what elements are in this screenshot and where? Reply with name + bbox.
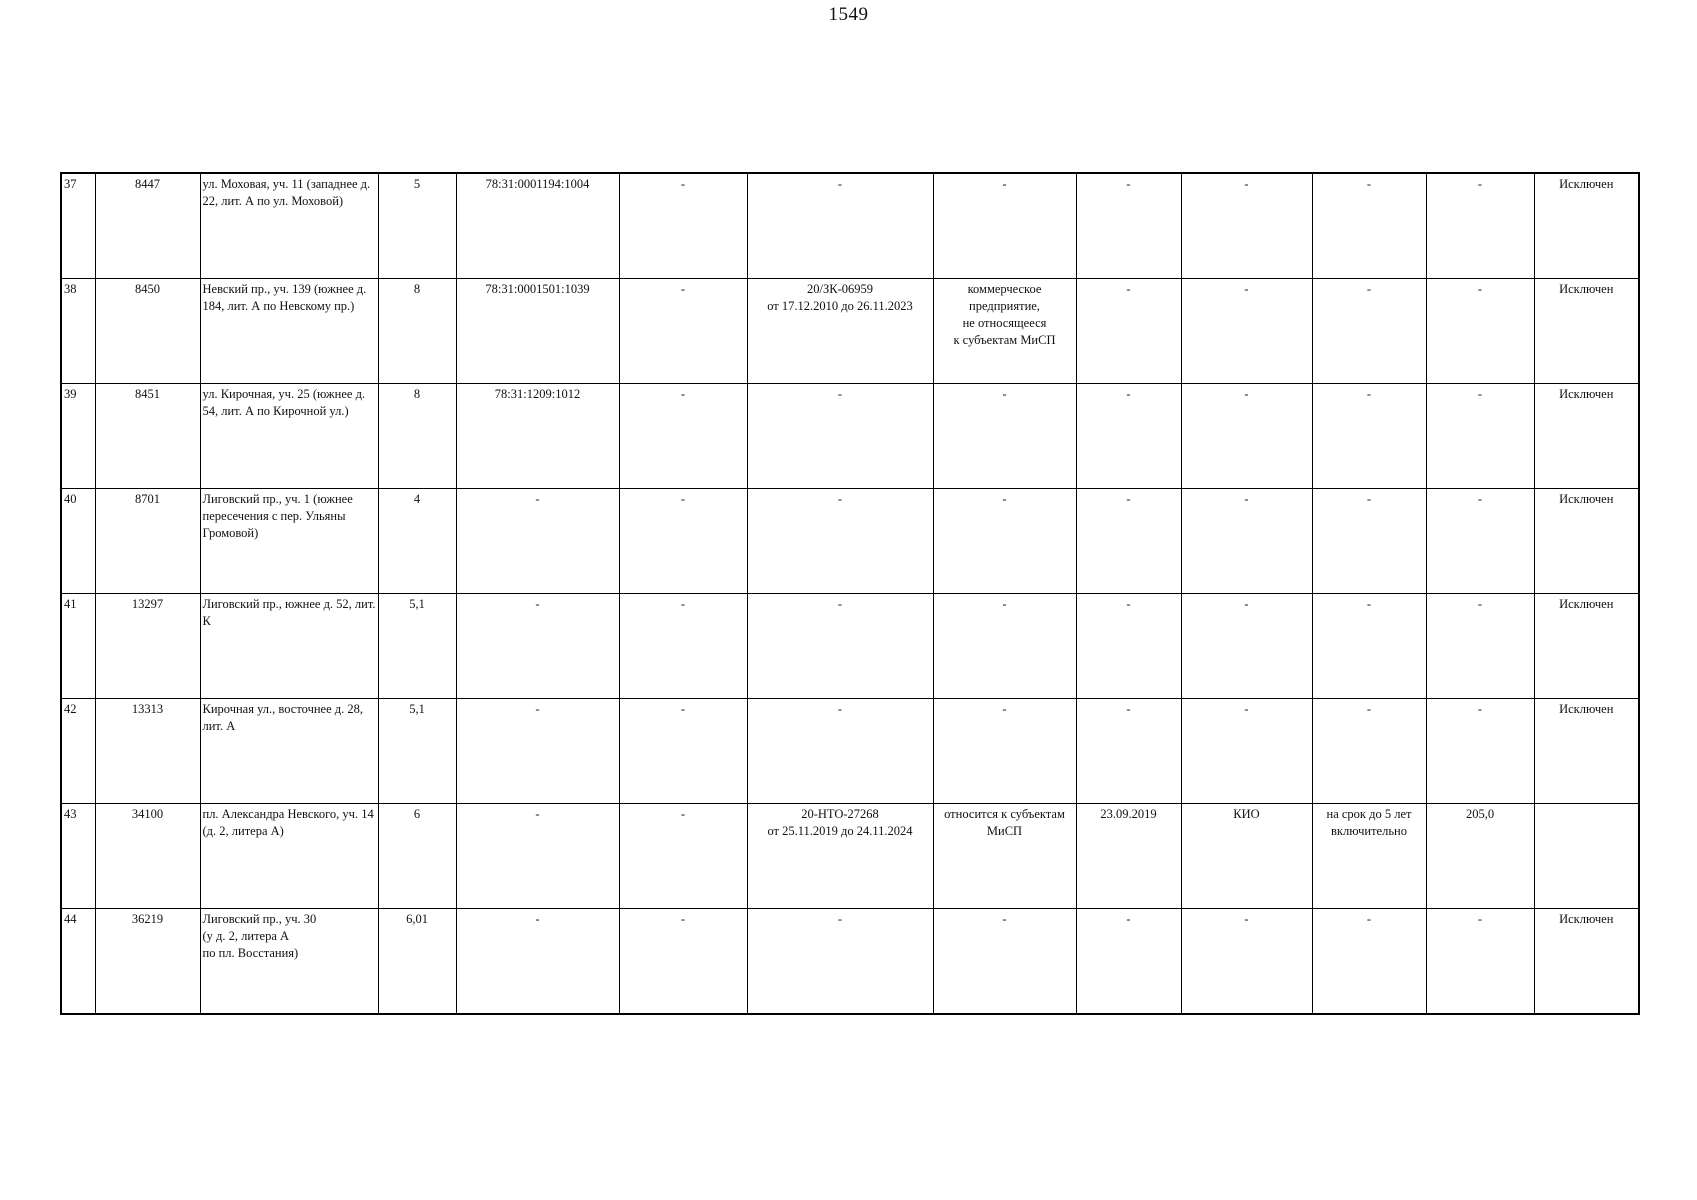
area-cell: 5 <box>378 173 456 279</box>
area-cell: 6,01 <box>378 909 456 1015</box>
row-number-cell: 37 <box>61 173 95 279</box>
address-cell: Лиговский пр., южнее д. 52, лит. К <box>200 594 378 699</box>
column-6-cell: - <box>619 699 747 804</box>
column-6-cell: - <box>619 594 747 699</box>
amount-cell: - <box>1426 909 1534 1015</box>
note-cell: Исключен <box>1534 489 1639 594</box>
cadastral-number-cell: 78:31:0001501:1039 <box>456 279 619 384</box>
date-cell: - <box>1076 489 1181 594</box>
term-cell: на срок до 5 лет включительно <box>1312 804 1426 909</box>
table-row <box>61 594 1639 699</box>
object-code-cell: 8450 <box>95 279 200 384</box>
tenant-status-cell: - <box>933 489 1076 594</box>
date-cell: - <box>1076 384 1181 489</box>
organ-cell: - <box>1181 384 1312 489</box>
tenant-status-cell: относится к субъектам МиСП <box>933 804 1076 909</box>
contract-cell: - <box>747 699 933 804</box>
term-cell: - <box>1312 909 1426 1015</box>
amount-cell: 205,0 <box>1426 804 1534 909</box>
cadastral-number-cell: - <box>456 699 619 804</box>
object-code-cell: 8701 <box>95 489 200 594</box>
date-cell: 23.09.2019 <box>1076 804 1181 909</box>
amount-cell: - <box>1426 279 1534 384</box>
date-cell: - <box>1076 594 1181 699</box>
contract-cell: 20-НТО-27268 от 25.11.2019 до 24.11.2024 <box>747 804 933 909</box>
tenant-status-cell: - <box>933 909 1076 1015</box>
amount-cell: - <box>1426 384 1534 489</box>
amount-cell: - <box>1426 594 1534 699</box>
address-cell: Лиговский пр., уч. 30 (у д. 2, литера А по пл. Восстания) <box>200 909 378 1015</box>
date-cell: - <box>1076 279 1181 384</box>
address-cell: Невский пр., уч. 139 (южнее д. 184, лит. А по Невскому пр.) <box>200 279 378 384</box>
organ-cell: - <box>1181 909 1312 1015</box>
area-cell: 8 <box>378 384 456 489</box>
address-cell: ул. Кирочная, уч. 25 (южнее д. 54, лит. А по Кирочной ул.) <box>200 384 378 489</box>
address-cell: Кирочная ул., восточнее д. 28, лит. А <box>200 699 378 804</box>
cadastral-number-cell: - <box>456 909 619 1015</box>
area-cell: 4 <box>378 489 456 594</box>
registry-rows <box>61 173 1639 1014</box>
organ-cell: - <box>1181 699 1312 804</box>
term-cell: - <box>1312 594 1426 699</box>
tenant-status-cell: - <box>933 699 1076 804</box>
cadastral-number-cell: 78:31:0001194:1004 <box>456 173 619 279</box>
cadastral-number-cell: - <box>456 594 619 699</box>
registry-table <box>60 172 1640 1015</box>
tenant-status-cell: - <box>933 173 1076 279</box>
contract-cell: 20/ЗК-06959 от 17.12.2010 до 26.11.2023 <box>747 279 933 384</box>
term-cell: - <box>1312 699 1426 804</box>
note-cell: Исключен <box>1534 173 1639 279</box>
table-row <box>61 173 1639 279</box>
cadastral-number-cell: - <box>456 489 619 594</box>
area-cell: 6 <box>378 804 456 909</box>
column-6-cell: - <box>619 173 747 279</box>
table-row <box>61 279 1639 384</box>
date-cell: - <box>1076 699 1181 804</box>
note-cell: Исключен <box>1534 384 1639 489</box>
organ-cell: КИО <box>1181 804 1312 909</box>
column-6-cell: - <box>619 804 747 909</box>
row-number-cell: 39 <box>61 384 95 489</box>
organ-cell: - <box>1181 594 1312 699</box>
contract-cell: - <box>747 909 933 1015</box>
row-number-cell: 43 <box>61 804 95 909</box>
area-cell: 8 <box>378 279 456 384</box>
note-cell <box>1534 804 1639 909</box>
term-cell: - <box>1312 489 1426 594</box>
object-code-cell: 34100 <box>95 804 200 909</box>
address-cell: Лиговский пр., уч. 1 (южнее пересечения с пер. Ульяны Громовой) <box>200 489 378 594</box>
row-number-cell: 42 <box>61 699 95 804</box>
column-6-cell: - <box>619 279 747 384</box>
contract-cell: - <box>747 594 933 699</box>
amount-cell: - <box>1426 489 1534 594</box>
row-number-cell: 44 <box>61 909 95 1015</box>
table-row <box>61 909 1639 1015</box>
column-6-cell: - <box>619 384 747 489</box>
column-6-cell: - <box>619 909 747 1015</box>
area-cell: 5,1 <box>378 699 456 804</box>
table-row <box>61 699 1639 804</box>
organ-cell: - <box>1181 279 1312 384</box>
row-number-cell: 38 <box>61 279 95 384</box>
note-cell: Исключен <box>1534 909 1639 1015</box>
contract-cell: - <box>747 384 933 489</box>
address-cell: пл. Александра Невского, уч. 14 (д. 2, литера А) <box>200 804 378 909</box>
tenant-status-cell: - <box>933 384 1076 489</box>
object-code-cell: 13313 <box>95 699 200 804</box>
amount-cell: - <box>1426 173 1534 279</box>
contract-cell: - <box>747 173 933 279</box>
tenant-status-cell: - <box>933 594 1076 699</box>
note-cell: Исключен <box>1534 699 1639 804</box>
row-number-cell: 40 <box>61 489 95 594</box>
address-cell: ул. Моховая, уч. 11 (западнее д. 22, лит. А по ул. Моховой) <box>200 173 378 279</box>
organ-cell: - <box>1181 489 1312 594</box>
date-cell: - <box>1076 909 1181 1015</box>
term-cell: - <box>1312 384 1426 489</box>
cadastral-number-cell: - <box>456 804 619 909</box>
note-cell: Исключен <box>1534 594 1639 699</box>
area-cell: 5,1 <box>378 594 456 699</box>
tenant-status-cell: коммерческое предприятие, не относящееся к субъектам МиСП <box>933 279 1076 384</box>
term-cell: - <box>1312 279 1426 384</box>
object-code-cell: 8447 <box>95 173 200 279</box>
page-number: 1549 <box>828 4 869 25</box>
organ-cell: - <box>1181 173 1312 279</box>
note-cell: Исключен <box>1534 279 1639 384</box>
object-code-cell: 8451 <box>95 384 200 489</box>
date-cell: - <box>1076 173 1181 279</box>
column-6-cell: - <box>619 489 747 594</box>
object-code-cell: 36219 <box>95 909 200 1015</box>
contract-cell: - <box>747 489 933 594</box>
row-number-cell: 41 <box>61 594 95 699</box>
table-row <box>61 489 1639 594</box>
amount-cell: - <box>1426 699 1534 804</box>
table-row <box>61 804 1639 909</box>
table-row <box>61 384 1639 489</box>
term-cell: - <box>1312 173 1426 279</box>
object-code-cell: 13297 <box>95 594 200 699</box>
cadastral-number-cell: 78:31:1209:1012 <box>456 384 619 489</box>
